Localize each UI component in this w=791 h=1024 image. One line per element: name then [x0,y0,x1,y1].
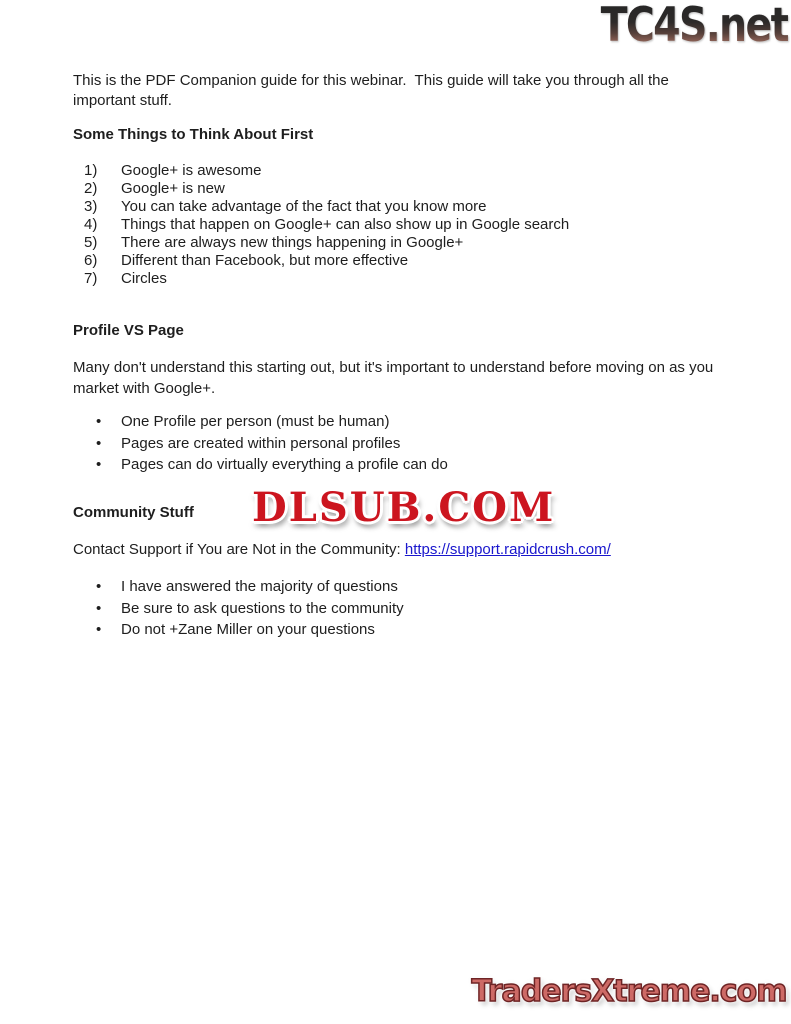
section-heading-community: Community Stuff [73,504,194,521]
list-marker: 5) [84,234,98,251]
bullet-icon: • [96,578,102,595]
bullet-list-community [73,576,721,641]
list-item [73,598,721,620]
list-item [73,162,721,180]
tradersxtreme-watermark-logo: TradersXtreme.com [471,974,787,1009]
dlsub-watermark-logo: DLSUB.COM [252,484,556,531]
list-item [73,270,721,288]
list-item [73,433,721,455]
profile-paragraph: Many don't understand this starting out, but it's important to understand before moving on as you market with Google+. [73,359,714,397]
tc4s-watermark-logo: TC4S.net [600,0,788,53]
list-item-text: Google+ is awesome [121,162,262,179]
list-item [73,234,721,252]
list-item [73,198,721,216]
list-item-text: You can take advantage of the fact that you know more [121,198,487,215]
section-heading-profile-vs-page: Profile VS Page [73,322,184,339]
list-marker: 2) [84,180,98,197]
support-link[interactable]: https://support.rapidcrush.com/ [404,541,611,558]
list-item [73,216,721,234]
list-item [73,252,721,270]
list-item-text: Pages are created within personal profiles [121,434,401,452]
list-item [73,411,721,433]
contact-support-label: Contact Support if You are Not in the Community: [73,541,405,558]
list-item-text: Google+ is new [121,180,225,197]
list-item [73,180,721,198]
list-marker: 7) [84,270,98,287]
list-item-text: Circles [121,270,167,287]
list-item-text: There are always new things happening in Google+ [121,234,464,251]
bullet-icon: • [96,599,102,617]
list-marker: 3) [84,198,98,215]
list-item-text: I have answered the majority of questions [121,578,398,595]
list-item-text: Do not +Zane Miller on your questions [121,621,375,638]
list-item-text: Be sure to ask questions to the community [121,599,404,617]
contact-support-line [73,540,721,560]
bullet-icon: • [96,621,102,638]
list-item [73,576,721,598]
intro-paragraph: This is the PDF Companion guide for this webinar. This guide will take you through all the important stuff. [73,72,674,109]
list-marker: 6) [84,252,98,269]
bullet-icon: • [96,413,102,430]
bullet-list-profile [73,411,721,476]
list-item-text: Things that happen on Google+ can also show up in Google search [121,216,570,233]
list-item [73,454,721,476]
section-heading-things: Some Things to Think About First [73,126,314,143]
numbered-list [73,162,721,288]
list-item-text: Pages can do virtually everything a profile can do [121,456,448,473]
list-marker: 1) [84,162,98,179]
list-item-text: Different than Facebook, but more effective [121,252,409,269]
bullet-icon: • [96,434,102,452]
list-item [73,619,721,641]
list-item-text: One Profile per person (must be human) [121,413,390,430]
bullet-icon: • [96,456,102,473]
list-marker: 4) [84,216,98,233]
